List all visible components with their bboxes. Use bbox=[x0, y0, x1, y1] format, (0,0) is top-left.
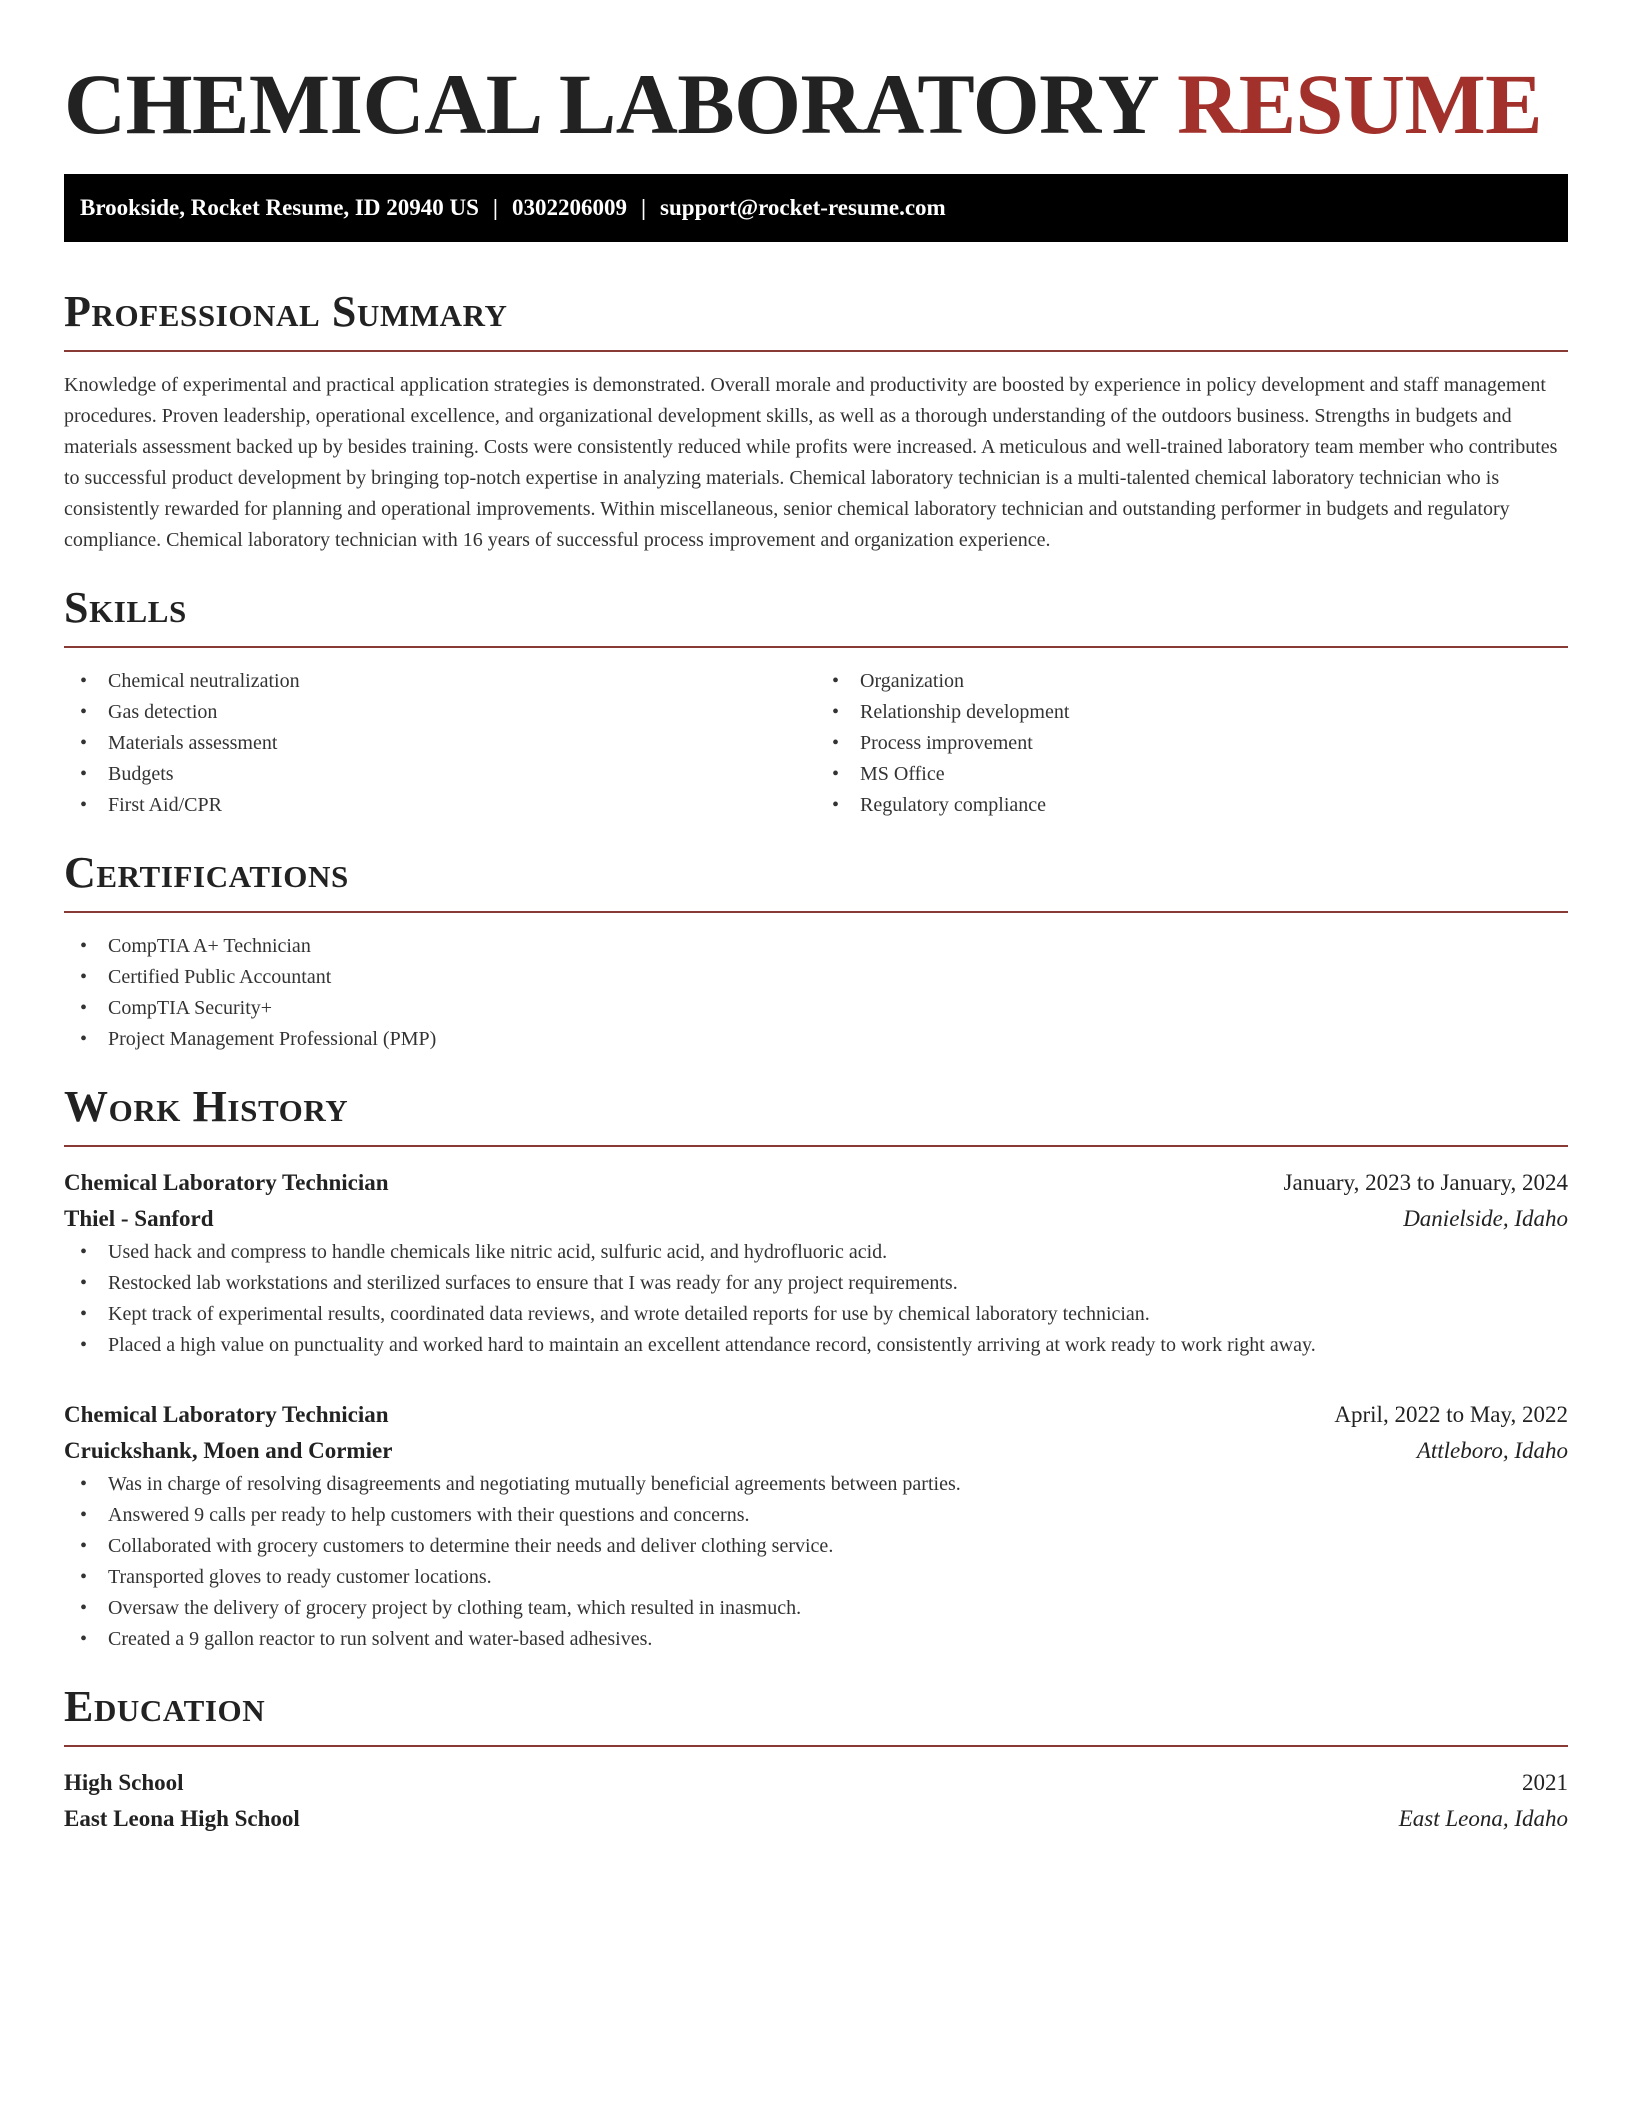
job-dates: January, 2023 to January, 2024 bbox=[1283, 1170, 1568, 1195]
certification-item: • CompTIA Security+ bbox=[64, 993, 1568, 1024]
job-duty-item: • Oversaw the delivery of grocery project by clothing team, which resulted in inasmuch. bbox=[64, 1593, 1568, 1624]
skills-list-left bbox=[64, 666, 816, 821]
education-school: East Leona High School bbox=[64, 1806, 300, 1831]
job-duty-item: • Answered 9 calls per ready to help customers with their questions and concerns. bbox=[64, 1500, 1568, 1531]
education-degree: High School bbox=[64, 1770, 184, 1795]
job-location: Danielside, Idaho bbox=[1403, 1206, 1568, 1231]
title-accent: RESUME bbox=[1177, 56, 1543, 152]
section-divider bbox=[64, 350, 1568, 352]
job-header-row bbox=[64, 1397, 1568, 1433]
education-year: 2021 bbox=[1522, 1770, 1568, 1795]
resume-title bbox=[64, 54, 1568, 154]
skill-item: • Relationship development bbox=[816, 697, 1568, 728]
job-duty-item: • Used hack and compress to handle chemicals like nitric acid, sulfuric acid, and hydrofluoric acid. bbox=[64, 1237, 1568, 1268]
job-entry bbox=[64, 1397, 1568, 1655]
section-divider bbox=[64, 646, 1568, 648]
contact-bar bbox=[64, 174, 1568, 242]
summary-section bbox=[64, 286, 1568, 556]
job-duty-item: • Transported gloves to ready customer locations. bbox=[64, 1562, 1568, 1593]
education-header-row bbox=[64, 1765, 1568, 1801]
skill-item: • Gas detection bbox=[64, 697, 816, 728]
section-heading-summary: Professional Summary bbox=[64, 287, 508, 336]
section-divider bbox=[64, 1145, 1568, 1147]
job-duty-item: • Was in charge of resolving disagreements and negotiating mutually beneficial agreements between parties. bbox=[64, 1469, 1568, 1500]
education-section bbox=[64, 1681, 1568, 1837]
work-history-section bbox=[64, 1081, 1568, 1655]
certification-item: • CompTIA A+ Technician bbox=[64, 931, 1568, 962]
job-dates: April, 2022 to May, 2022 bbox=[1334, 1402, 1568, 1427]
title-main: CHEMICAL LABORATORY bbox=[64, 56, 1157, 152]
education-school-row bbox=[64, 1801, 1568, 1837]
contact-separator: | bbox=[640, 195, 647, 220]
job-title: Chemical Laboratory Technician bbox=[64, 1170, 389, 1195]
skills-grid bbox=[64, 666, 1568, 821]
summary-text: Knowledge of experimental and practical application strategies is demonstrated. Overall morale and productivity are boosted by experience in policy development and staff management procedures. Proven leadership, operational excellence, and organizational development skills, as well as a thorough understanding of the outdoors business. Strengths in budgets and materials assessment backed up by besides training. Costs were consistently reduced while profits were increased. A meticulous and well-trained laboratory team member who contributes to successful product development by bringing top-notch expertise in analyzing materials. Chemical laboratory technician is a multi-talented chemical laboratory technician who is consistently rewarded for planning and operational improvements. Within miscellaneous, senior chemical laboratory technician and outstanding performer in budgets and regulatory compliance. Chemical laboratory technician with 16 years of successful process improvement and organization experience. bbox=[64, 374, 1558, 551]
job-duty-item: • Created a 9 gallon reactor to run solvent and water-based adhesives. bbox=[64, 1624, 1568, 1655]
skills-list-right bbox=[816, 666, 1568, 821]
job-company: Cruickshank, Moen and Cormier bbox=[64, 1438, 393, 1463]
job-duty-item: • Collaborated with grocery customers to determine their needs and deliver clothing service. bbox=[64, 1531, 1568, 1562]
job-company-row bbox=[64, 1433, 1568, 1469]
section-heading-certifications: Certifications bbox=[64, 848, 349, 897]
skill-item: • Materials assessment bbox=[64, 728, 816, 759]
skill-item: • First Aid/CPR bbox=[64, 790, 816, 821]
section-heading-skills: Skills bbox=[64, 583, 187, 632]
certification-item: • Certified Public Accountant bbox=[64, 962, 1568, 993]
job-duty-item: • Restocked lab workstations and sterilized surfaces to ensure that I was ready for any project requirements. bbox=[64, 1268, 1568, 1299]
contact-separator: | bbox=[492, 195, 498, 220]
job-entry bbox=[64, 1165, 1568, 1361]
contact-phone[interactable]: 0302206009 bbox=[511, 195, 627, 220]
job-duty-item: • Placed a high value on punctuality and worked hard to maintain an excellent attendance record, consistently arriving at work ready to work right away. bbox=[64, 1330, 1568, 1361]
certifications-section bbox=[64, 847, 1568, 1055]
skills-section bbox=[64, 582, 1568, 821]
job-location: Attleboro, Idaho bbox=[1416, 1438, 1568, 1463]
job-duties-list bbox=[64, 1237, 1568, 1361]
job-company-row bbox=[64, 1201, 1568, 1237]
certifications-list bbox=[64, 931, 1568, 1055]
section-divider bbox=[64, 911, 1568, 913]
skill-item: • Regulatory compliance bbox=[816, 790, 1568, 821]
job-duties-list bbox=[64, 1469, 1568, 1655]
education-location: East Leona, Idaho bbox=[1398, 1806, 1568, 1831]
contact-email[interactable]: support@rocket-resume.com bbox=[660, 195, 946, 220]
contact-address: Brookside, Rocket Resume, ID 20940 US bbox=[80, 195, 479, 220]
certification-item: • Project Management Professional (PMP) bbox=[64, 1024, 1568, 1055]
skill-item: • Budgets bbox=[64, 759, 816, 790]
skill-item: • Organization bbox=[816, 666, 1568, 697]
job-header-row bbox=[64, 1165, 1568, 1201]
job-title: Chemical Laboratory Technician bbox=[64, 1402, 389, 1427]
skill-item: • Process improvement bbox=[816, 728, 1568, 759]
job-company: Thiel - Sanford bbox=[64, 1206, 214, 1231]
section-divider bbox=[64, 1745, 1568, 1747]
skill-item: • Chemical neutralization bbox=[64, 666, 816, 697]
job-duty-item: • Kept track of experimental results, coordinated data reviews, and wrote detailed reports for use by chemical laboratory technician. bbox=[64, 1299, 1568, 1330]
section-heading-education: Education bbox=[64, 1682, 266, 1731]
section-heading-work-history: Work History bbox=[64, 1082, 349, 1131]
skill-item: • MS Office bbox=[816, 759, 1568, 790]
